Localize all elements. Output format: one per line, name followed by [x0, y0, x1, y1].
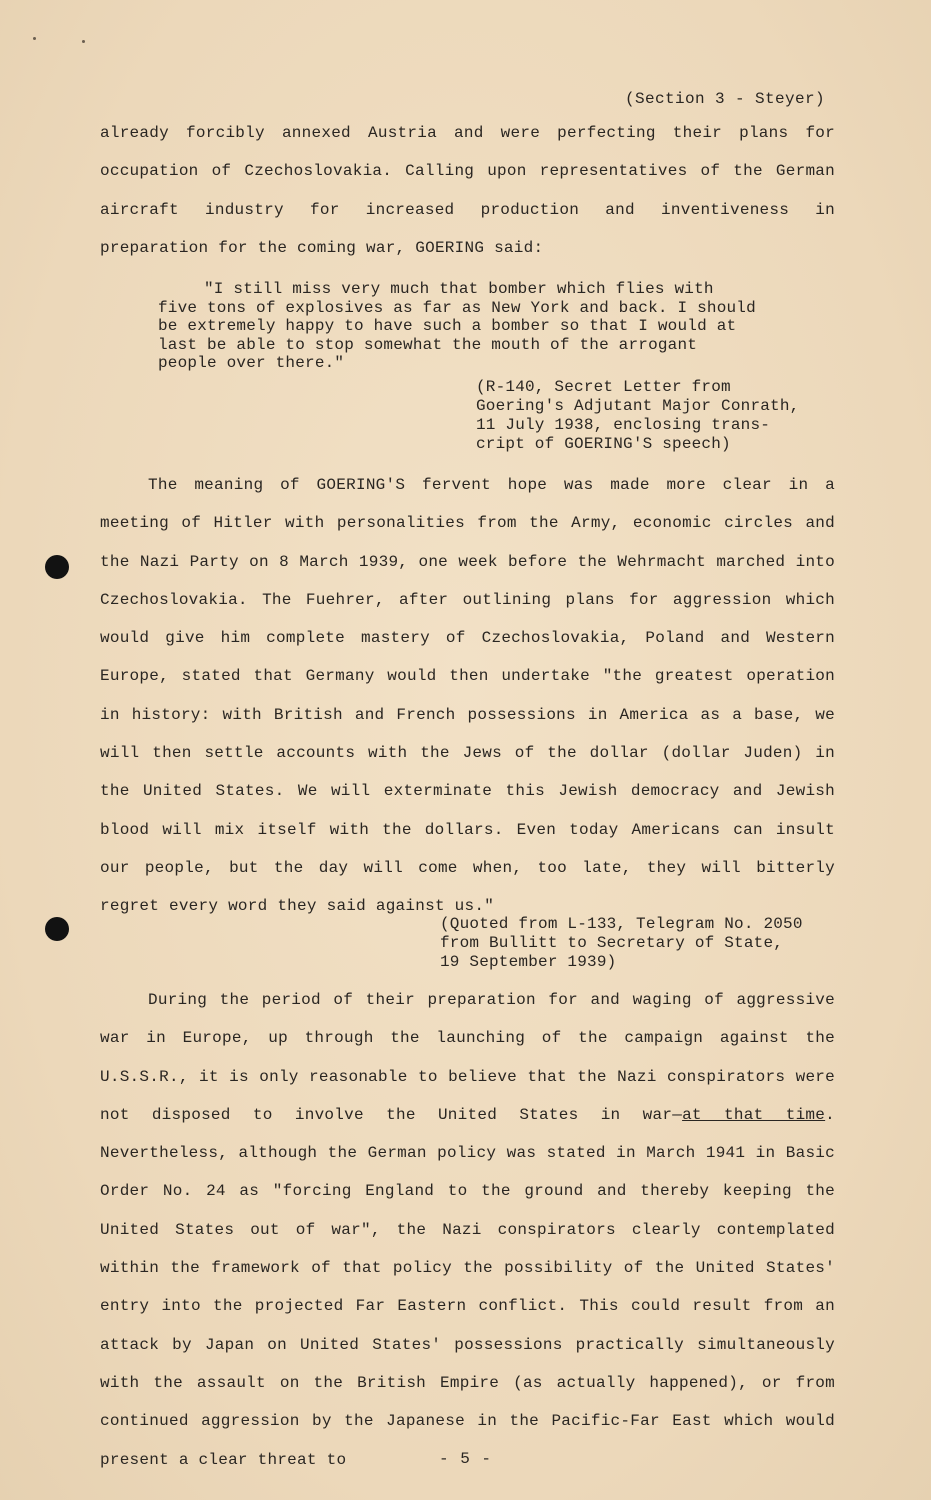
goering-quote: "I still miss very much that bomber which flies with five tons of explosives as far as New York and back. I should be extremely happy to have such a bomber so that I would at last be able to stop somewhat the mouth of the arrogant people over there." [158, 280, 756, 373]
section-header: (Section 3 - Steyer) [624, 90, 825, 108]
speck-mark [33, 37, 36, 40]
paragraph-2: The meaning of GOERING'S fervent hope was made more clear in a meeting of Hitler with personalities from the Army, economic circles and the Nazi Party on 8 March 1939, one week before the Wehrmacht marched into Czechoslovakia. The Fuehrer, after outlining plans for aggression which would give him complete mastery of Czechoslovakia, Poland and Western Europe, stated that Germany would then undertake "the greatest operation in history: with British and French possessions in America as a base, we will then settle accounts with the Jews of the dollar (dollar Juden) in the United States. We will exterminate this Jewish democracy and Jewish blood will mix itself with the dollars. Even today Americans can insult our people, but the day will come when, too late, they will bitterly regret every word they said against us." [100, 476, 835, 916]
punch-hole [45, 555, 69, 579]
speck-mark [82, 40, 85, 43]
citation-r140: (R-140, Secret Letter from Goering's Adjutant Major Conrath, 11 July 1938, enclosing trans- cript of GOERING'S speech) [476, 378, 800, 453]
paragraph-3-text-a: During the period of their preparation for and waging of aggressive war in Europe, up through the launching of the campaign against the U.S.S.R., it is only reasonable to believe that the Nazi conspirators were not disposed to involve the United States in war— [100, 991, 835, 1124]
underlined-phrase: at that time [682, 1105, 826, 1124]
paragraph-3-text-b: . Nevertheless, although the German policy was stated in March 1941 in Basic Order No. 24 as "forcing England to the ground and thereby keeping the United States out of war", the Nazi conspirators clearly contemplated within the framework of that policy the possibility of the United States' entry into the projected Far Eastern conflict. This could result from an attack by Japan on United States' possessions practically simultaneously with the assault on the British Empire (as actually happened), or from continued aggression by the Japanese in the Pacific-Far East which would present a clear threat to [100, 1105, 835, 1469]
punch-hole [45, 917, 69, 941]
paragraph-1: already forcibly annexed Austria and were perfecting their plans for occupation of Czechoslovakia. Calling upon representatives of the German aircraft industry for increased production and inventiveness in preparation for the coming war, GOERING said: [100, 124, 835, 257]
page-number: - 5 - [438, 1450, 492, 1468]
paragraph-3 [100, 981, 835, 1479]
citation-l133: (Quoted from L-133, Telegram No. 2050 from Bullitt to Secretary of State, 19 September 1939) [440, 915, 803, 971]
